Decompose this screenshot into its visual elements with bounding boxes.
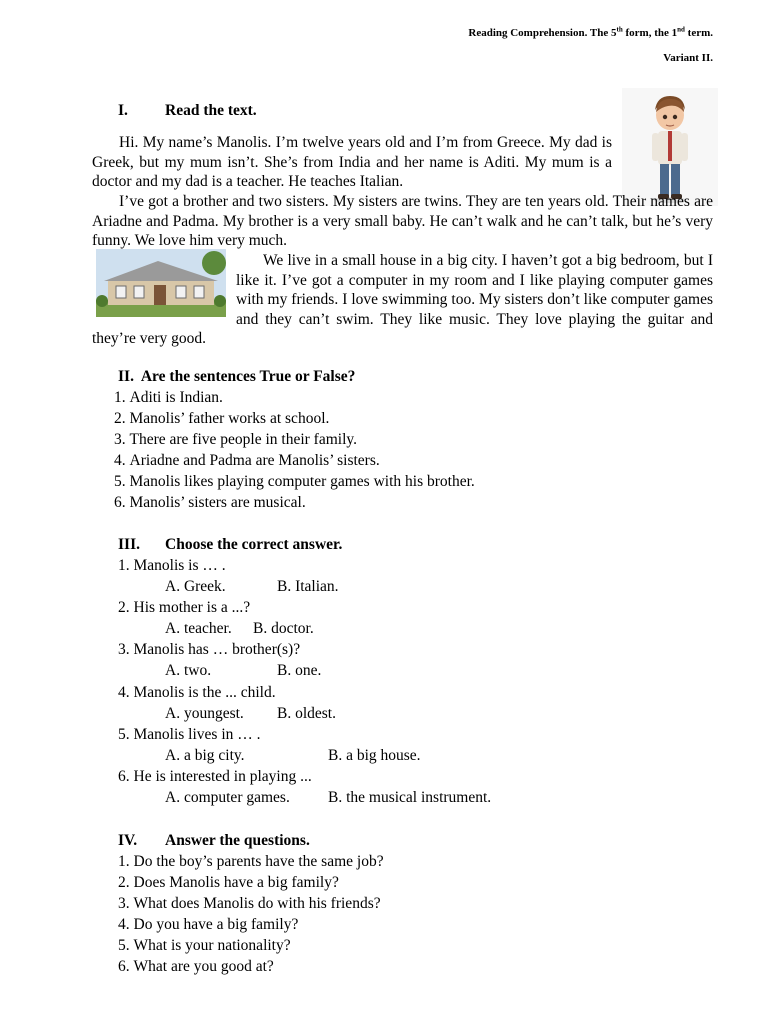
mc-options-5: A. a big city. B. a big house. [165, 747, 421, 764]
mc-question-1: 1. Manolis is … . [118, 557, 226, 574]
mc-options-2: A. teacher. B. doctor. [165, 620, 314, 637]
section-1-heading: I. Read the text. [118, 102, 257, 119]
section-4-heading: IV. Answer the questions. [118, 832, 310, 849]
tf-item-2: 2. Manolis’ father works at school. [114, 410, 330, 427]
question-4: 4. Do you have a big family? [118, 916, 299, 933]
mc-question-3: 3. Manolis has … brother(s)? [118, 641, 301, 658]
mc-options-1: A. Greek. B. Italian. [165, 578, 339, 595]
mc-options-3: A. two. B. one. [165, 662, 322, 679]
question-2: 2. Does Manolis have a big family? [118, 874, 339, 891]
boy-illustration [622, 88, 718, 206]
question-1: 1. Do the boy’s parents have the same job? [118, 853, 384, 870]
mc-question-4: 4. Manolis is the ... child. [118, 684, 276, 701]
text-paragraph-1-wrap [92, 133, 612, 192]
tf-item-5: 5. Manolis likes playing computer games with his brother. [114, 473, 475, 490]
mc-options-4: A. youngest. B. oldest. [165, 705, 336, 722]
mc-question-5: 5. Manolis lives in … . [118, 726, 261, 743]
section-2-heading: II. Are the sentences True or False? [118, 368, 356, 385]
tf-item-3: 3. There are five people in their family. [114, 431, 358, 448]
text-paragraph-2: I’ve got a brother and two sisters. My sisters are twins. They are ten years old. Their names are Ariadne and Padma. My brother is a very small baby. He can’t walk and he can’t talk, but he’s very funny. We love him very much. [92, 193, 713, 250]
question-3: 3. What does Manolis do with his friends? [118, 895, 381, 912]
header-title: Reading Comprehension. The 5th form, the 1nd term. [468, 25, 713, 39]
question-6: 6. What are you good at? [118, 958, 274, 975]
mc-options-6: A. computer games. B. the musical instrument. [165, 789, 492, 806]
mc-question-2: 2. His mother is a ...? [118, 599, 251, 616]
tf-item-6: 6. Manolis’ sisters are musical. [114, 494, 306, 511]
header-variant: Variant II. [663, 52, 713, 64]
text-paragraph-2-wrap [92, 192, 713, 251]
mc-question-6: 6. He is interested in playing ... [118, 768, 312, 785]
section-3-heading: III. Choose the correct answer. [118, 536, 343, 553]
text-paragraph-1: Hi. My name’s Manolis. I’m twelve years old and I’m from Greece. My dad is Greek, but my mum isn’t. She’s from India and her name is Aditi. My mum is a doctor and my dad is a teacher. He teaches Italian. [92, 134, 612, 191]
tf-item-1: 1. Aditi is Indian. [114, 389, 223, 406]
tf-item-4: 4. Ariadne and Padma are Manolis’ sisters. [114, 452, 380, 469]
text-paragraph-3-wrap [92, 251, 713, 349]
text-paragraph-3: We live in a small house in a big city. I haven’t got a big bedroom, but I like it. I’ve got a computer in my room and I like playing computer games with my friends. I love swimming too. My sisters don’t like computer games and they can’t swim. They like music. They love playing the guitar and they’re very good. [92, 252, 713, 348]
question-5: 5. What is your nationality? [118, 937, 291, 954]
